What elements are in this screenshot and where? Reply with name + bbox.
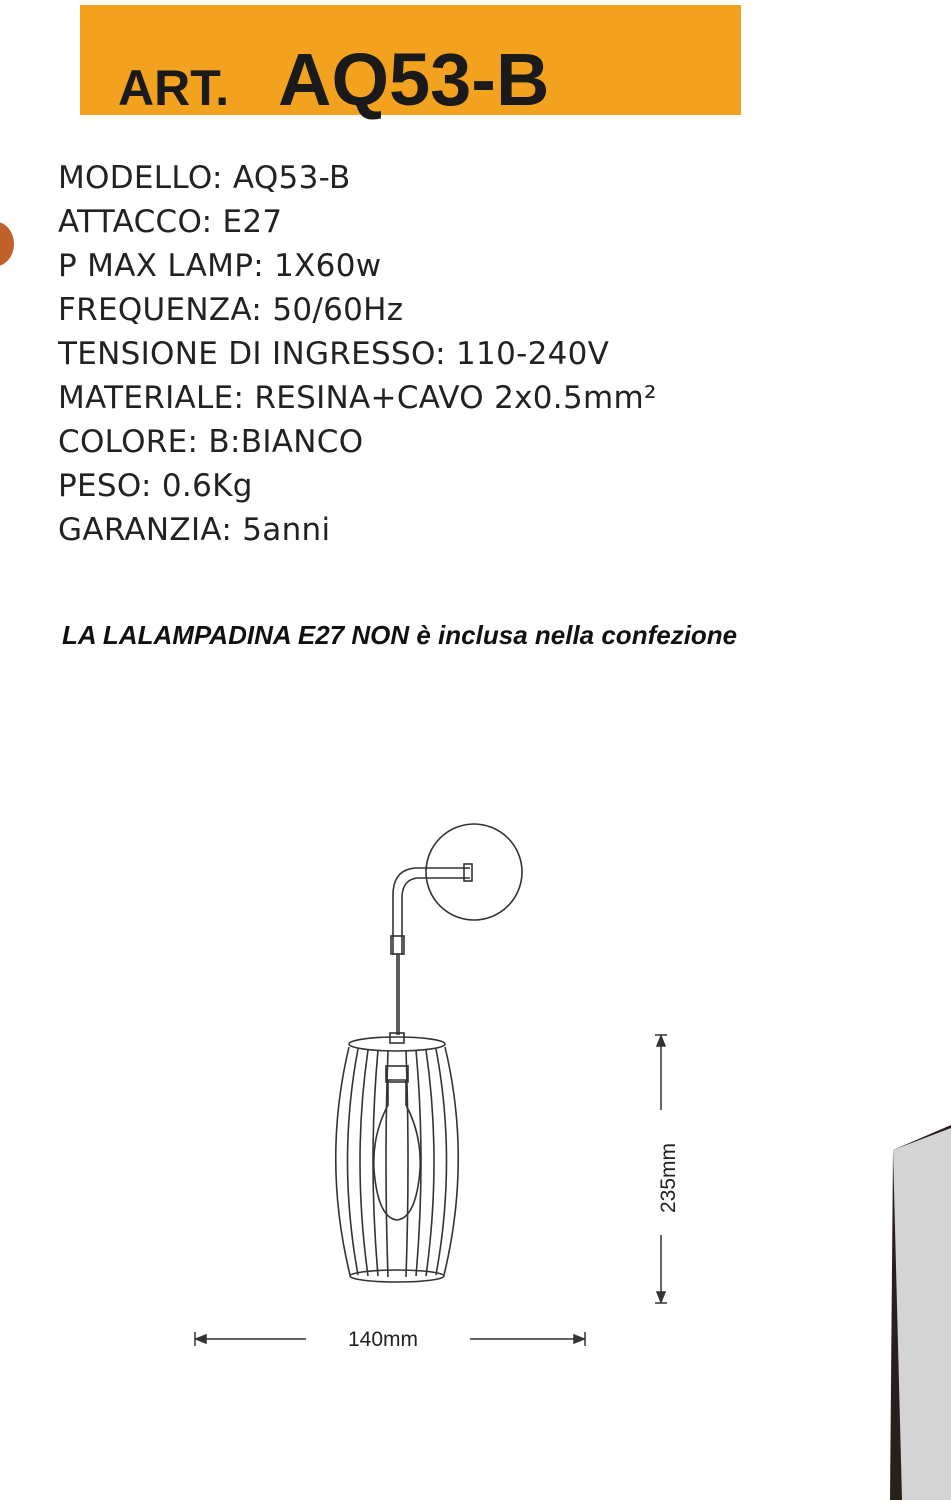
height-label: 235mm: [657, 1142, 680, 1213]
bulb: [374, 1080, 420, 1220]
spec-max-power: P MAX LAMP: 1X60w: [58, 248, 382, 284]
bulb-notice: LA LALAMPADINA E27 NON è inclusa nella confezione: [62, 620, 738, 650]
spec-socket: ATTACCO: E27: [58, 204, 283, 240]
spec-material: MATERIALE: RESINA+CAVO 2x0.5mm²: [58, 380, 657, 416]
article-code: AQ53-B: [278, 38, 550, 121]
spec-weight: PESO: 0.6Kg: [58, 468, 253, 504]
cage-bottom: [350, 1270, 444, 1282]
spec-voltage: TENSIONE DI INGRESSO: 110-240V: [58, 336, 610, 372]
spec-frequency: FREQUENZA: 50/60Hz: [58, 292, 404, 328]
cage-top: [349, 1037, 445, 1051]
width-label: 140mm: [348, 1328, 419, 1351]
wall-plate: [426, 824, 522, 920]
art-label: ART.: [118, 60, 230, 116]
spec-warranty: GARANZIA: 5anni: [58, 512, 331, 548]
spec-color: COLORE: B:BIANCO: [58, 424, 364, 460]
spec-model: MODELLO: AQ53-B: [58, 160, 351, 196]
